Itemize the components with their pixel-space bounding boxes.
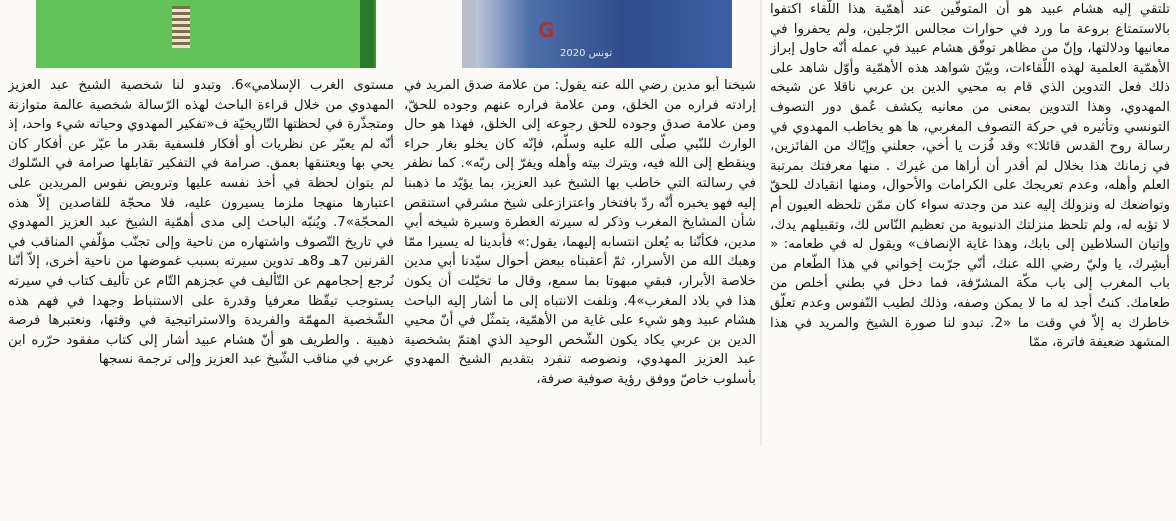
article-column-right xyxy=(770,0,1170,445)
book-cover-caption: تونس 2020 xyxy=(560,48,613,59)
book-title-mark: G xyxy=(538,18,555,42)
book-emblem-icon xyxy=(172,6,190,48)
article-paragraph: مستوى الغرب الإسلامي»6. وتبدو لنا شخصية الشيخ عبد العزيز المهدوي من خلال قراءة الباحث لهذه الرّسالة شخصية عالمة متوازنة ومتجذّرة في لحظتها التّاريخيّة ف«تفكير المهدوي وحياته شيء واحد، إذ أنّه لم يعبّر عن نظريات أو أفكار فلسفية بقدر ما عبّر عن أفكار كان يحي بها ويعتنقها بعمق. صرامة في التفكير تقابلها صرامة في السّلوك لم يتوان لحظة في أخذ نفسه عليها وترويض نفوس المريدين على اعتبارها منهجا ملزما يسيرون عليه، فلا محجّة للقاصدين إلاّ هذه المحجّة»7. ويُنبّه الباحث إلى مدى أهمّية الشيخ عبد العزيز المهدوي في تاريخ التّصوف واشتهاره من ناحية وإلى تجنّب مؤلّفي المناقب في القرنين 7هـ و8هـ تدوين سيرته بسبب غموضها من ناحية أخرى، إلاّ أنّنا نُرجع إحجامهم عن التّأليف في عجزهم التّام عن تأليف كتاب في سيرته يستوجب تيقّظا معرفيا وقدرة على الاستنباط وجهدا في فهم هذه الشّخصية المهمّة والفريدة والاستراتيجية في وقتها، ونعتبرها فرصة ذهبية . والطريف هو أنّ هشام عبيد أشار إلى كتاب مفقود حرّره ابن عربي في مناقب الشّيخ عبد العزيز وإلى ترجمة نسجها xyxy=(8,78,394,368)
book-spine xyxy=(360,0,374,68)
column-divider xyxy=(760,0,762,445)
book-spine xyxy=(462,0,476,68)
article-paragraph: تلتقي إليه هشام عبيد هو أن المتوفّين عند أهمّية هذا اللّقاء اكتفوا بالاستمتاع بروعة ما ورد في حوارات مجالس الرّجلين، ولم يحفروا في معانيها ودلالتها، وإنّ من مظاهر توفّق هشام عبيد في عمله أنّه حاول إبراز الأهمّية العلمية لهذه اللّقاءات، وبيّنَ شواهد هذه الأهمّية وأوّل شاهد على ذلك فعل التدوين الذي قام به محيي الدين بن عربي ناقلا عن شيخه المهدوي، وهذا التدوين بمعنى من معانيه يكشف عُمق دور التصوف التونسي وتأثيره في حركة التصوف المغربي، ها هو يخاطب المهدوي في رسالة روح القدس قائلا:» وقد فُزت يا أخي، جعلني وإيّاك من الفائزين، في زمانك هذا بخلال لم أقدر أن أراها من غيرك . منها معرفتك بمرتبة العلم وأهله، وعدم تعريجك على الكرامات والأحوال، ومنها انقيادك للحقّ وتواضعك له ونزولك إليه عند من وجدته سواء كان ممّن تلحظه العيون أم لا تؤبه له، ولم تلحظ منزلتك الدنيوية من تعظيم النّاس لك، وتقبيلهم يدك، وإتيان السلاطين إلى بابك، وهذا غاية الإنصاف» ويقول له في طعامه: « أبشِرك، يا وليّ رضي الله عنك، أنّي جرّبت إخواني في هذا الطّعام من باب المغرب إلى باب مكّة المشرّفة، فما دخل في بطني أخلص من طعامك. كنتُ أجد له ما لا يمكن وصفه، وذلك لطيب النّفوس وعدم تعلّق خاطرك به إلاّ في وقت ما «2. تبدو لنا صورة الشيخ والمريد في هذا المشهد ضعيفة فاترة، ممّا xyxy=(770,2,1170,351)
article-paragraph: شيخنا أبو مدين رضي الله عنه يقول: من علامة صدق المريد في إرادته فراره من الخلق، ومن علامة فراره عنهم وجوده للحقّ، ومن علامة صدق وجوده للحق رجوعه إلى الخلق، فهذا هو حال الوارث للنّبي صلّى الله عليه وسلّم، فإنّه كان يخلو بغار حراء وينقطع إلى الله فيه، ويترك بيته وأهله ويفرّ إلى ربّه». كما نظفر في رسالته التي خاطب بها الشيخ عبد العزيز، بما يؤيّد ما ذهبنا إليه فهو يخبره أنّه ردّ بافتخار واعتزازعلى شيخ مشرقي استنقص شأن المشايخ المغرب وذكر له سيرته العطرة وسيرة شيخه أبي مدين، فكأنّنا به يُعلن انتسابه إليهما، يقول:» فأبدينا له يسيرا ممّا وهبك الله من الأسرار، ثمّ أعقبناه ببعض أحوال سيّدنا أبي مدين خلاصة الأبرار، فبقي مبهوتا بما سمع، وقال ما تخيّلت أن يكون هذا في بلاد المغرب»4. ونلفت الانتباه إلى ما أشار إليه الباحث هشام عبيد وهو شيء على غاية من الأهمّية، يتمثّل في أنّ محيي الدين بن عربي يكاد يكون الشّخص الوحيد الذي اهتمّ بشخصية عبد العزيز المهدوي، ونصوصه تنفرد بتقديم الشيخ المهدوي بأسلوب خاصّ ووفق رؤية صوفية صرفة، xyxy=(404,78,756,387)
book-cover-left-image xyxy=(36,0,376,68)
article-column-left xyxy=(8,76,394,521)
article-column-middle xyxy=(404,76,756,521)
book-cover-right-image xyxy=(462,0,732,68)
